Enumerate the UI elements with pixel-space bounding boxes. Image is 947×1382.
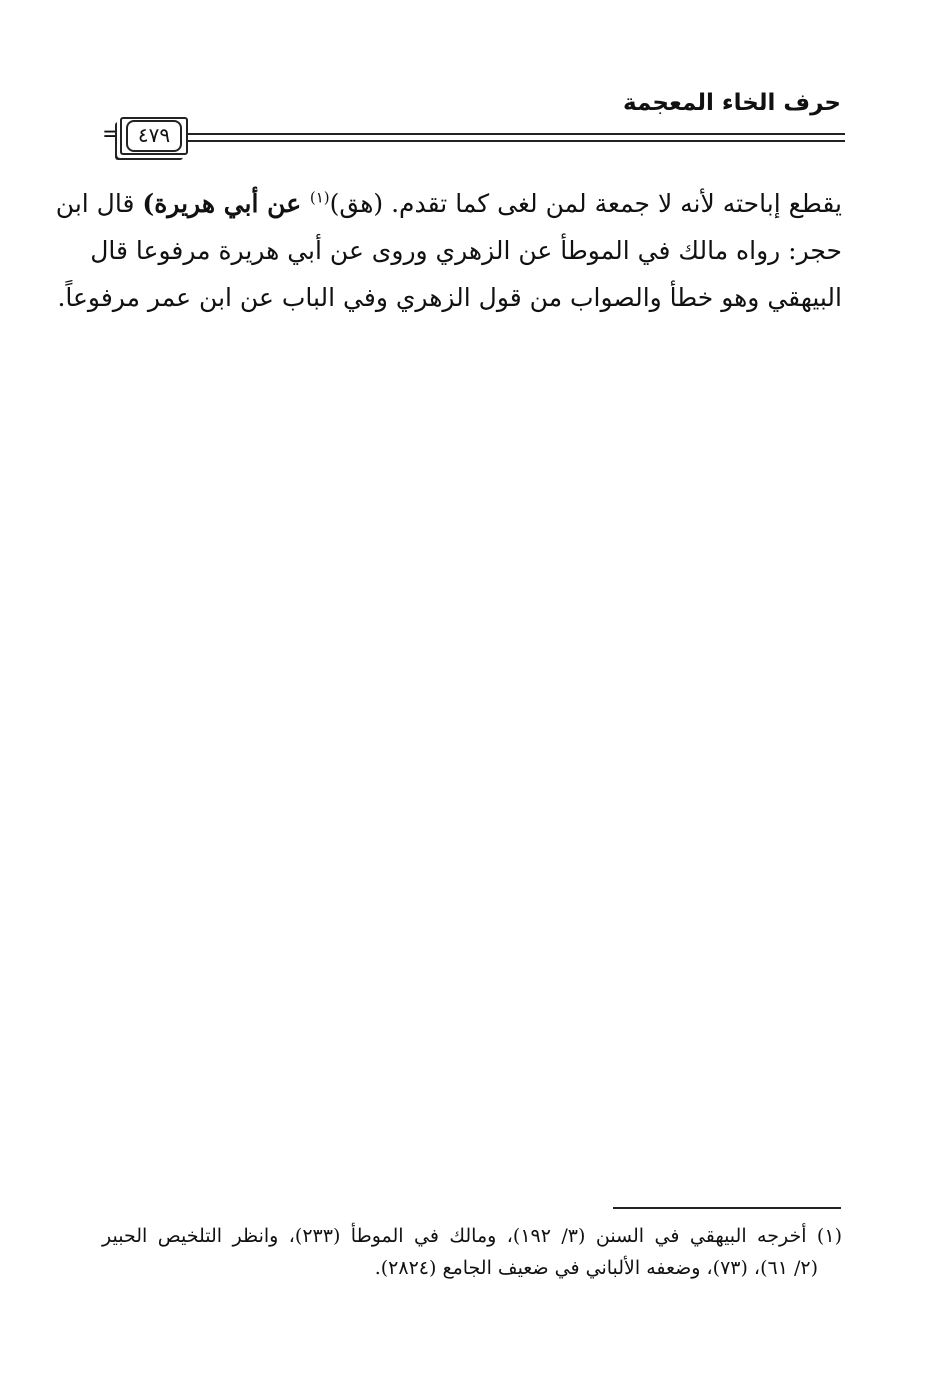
page-number-frame <box>120 117 188 155</box>
body-line-1-text: يقطع إباحته لأنه لا جمعة لمن لغى كما تقدم. (هق) <box>329 189 842 218</box>
running-title: حرف الخاء المعجمة <box>623 90 841 116</box>
body-line-2: حجر: رواه مالك في الموطأ عن الزهري وروى عن أبي هريرة مرفوعا قال <box>90 236 842 265</box>
body-text <box>55 180 842 321</box>
header-double-rule-bottom <box>188 140 845 142</box>
footnote-1-line-2: (٢/ ٦١)، (٧٣)، وضعفه الألباني في ضعيف الجامع (٢٨٢٤). <box>374 1257 818 1279</box>
footnote-reference-1[interactable]: (١) <box>309 188 330 207</box>
page-number: ٤٧٩ <box>126 120 182 152</box>
margin-mark: = <box>102 122 121 147</box>
body-line-1 <box>55 180 842 227</box>
header-double-rule-top <box>188 133 845 135</box>
footnote-1-line-1: (١) أخرجه البيهقي في السنن (٣/ ١٩٢)، ومالك في الموطأ (٢٣٣)، وانظر التلخيص الحبير <box>102 1225 842 1247</box>
header-rule <box>102 115 845 155</box>
footnote-separator <box>613 1207 841 1209</box>
body-line-1-bold: عن أبي هريرة) <box>142 189 310 218</box>
body-line-3: البيهقي وهو خطأ والصواب من قول الزهري وفي الباب عن ابن عمر مرفوعاً. <box>57 283 842 312</box>
footnotes <box>102 1220 842 1284</box>
body-line-1-end: قال ابن <box>55 189 143 218</box>
